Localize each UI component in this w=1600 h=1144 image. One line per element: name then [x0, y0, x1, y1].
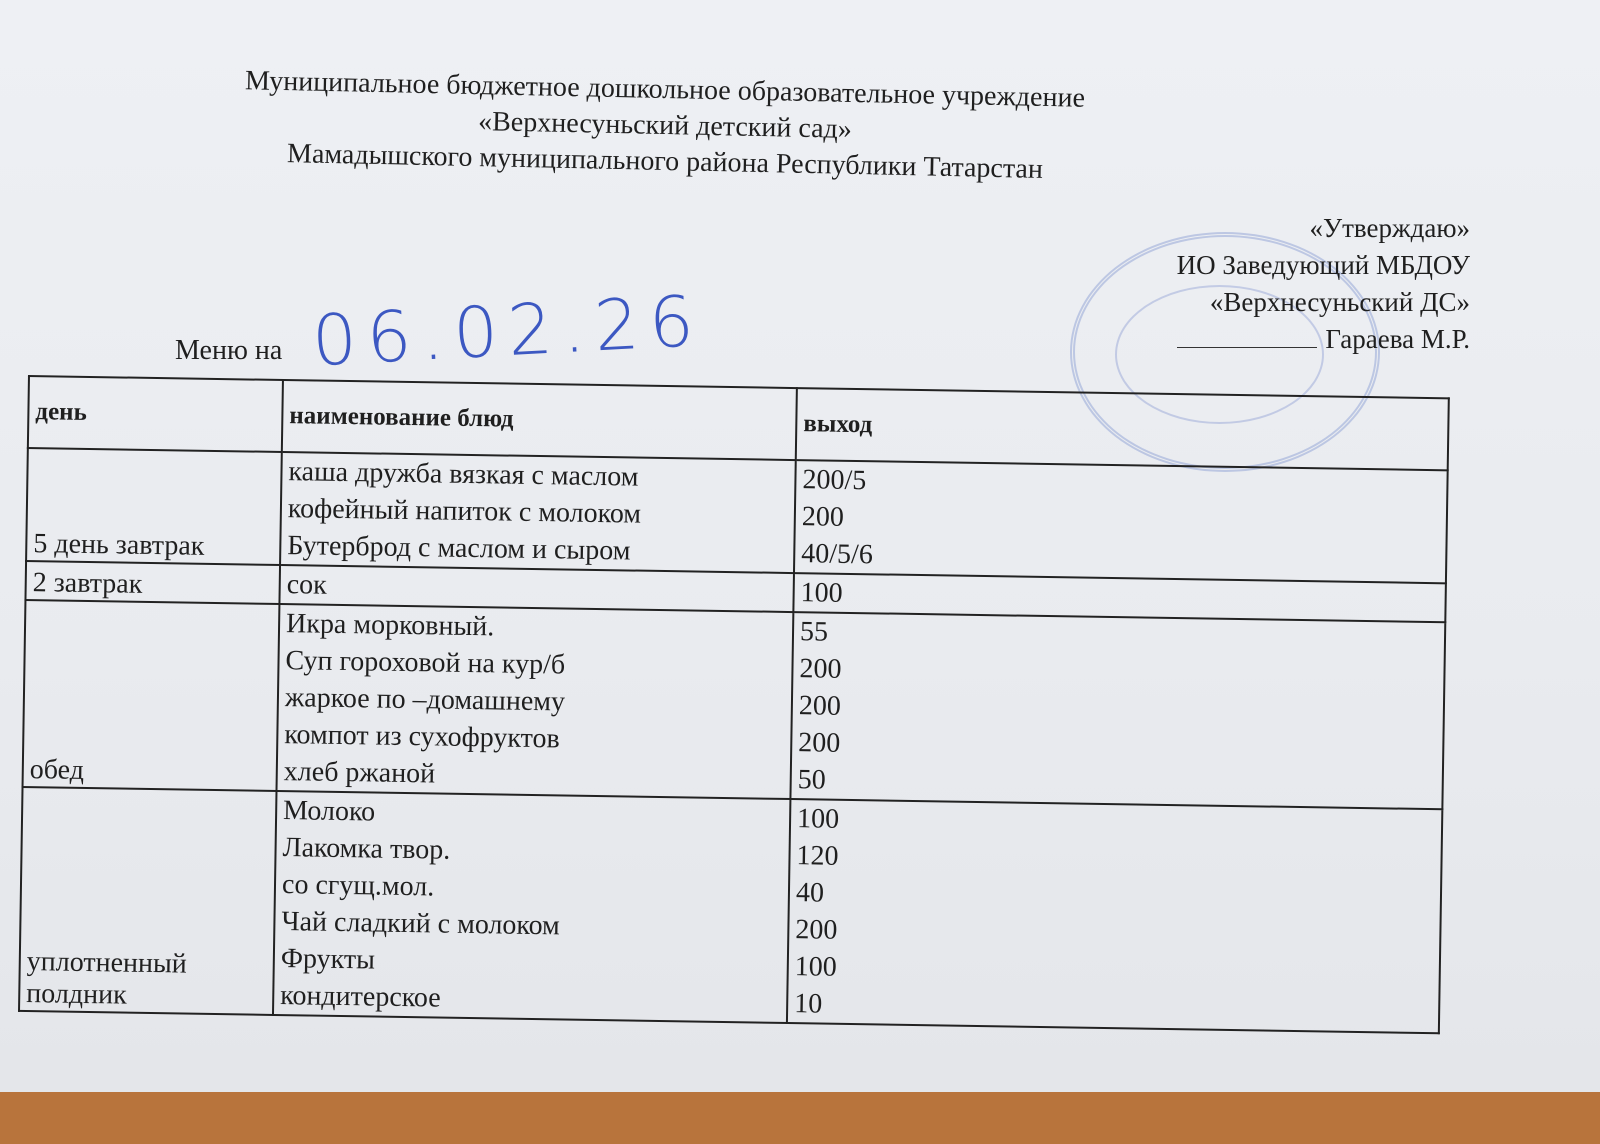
document-header — [0, 65, 1330, 185]
dish-name: Молоко — [282, 795, 376, 828]
header-output: выход — [796, 388, 1449, 470]
dish-output: 55 — [799, 616, 829, 648]
dish-output: 40/5/6 — [801, 538, 874, 571]
dish-name: сок — [286, 569, 328, 601]
output-cell — [794, 460, 1448, 583]
dish-name: жаркое по –домашнему — [284, 682, 566, 718]
dish-name: Чай сладкий с молоком — [281, 906, 561, 942]
menu-label: Меню на — [175, 335, 283, 366]
dish-cell — [273, 791, 790, 1023]
approval-name: Гараева М.Р. — [1325, 324, 1470, 354]
dish-output: 200 — [801, 501, 845, 533]
dish-output: 40 — [795, 877, 825, 909]
meal-day-cell: уплотненный полдник — [19, 787, 276, 1015]
dish-name: Икра морковный. — [285, 608, 495, 643]
signature-line — [1177, 327, 1317, 348]
dish-name: Суп гороховой на кур/б — [285, 645, 566, 681]
output-cell — [787, 799, 1442, 1033]
menu-table-body — [19, 448, 1448, 1033]
dish-output: 200 — [798, 727, 841, 759]
dish-output: 100 — [800, 577, 843, 609]
menu-date-handwritten: 06.02.26 — [310, 279, 706, 383]
dish-name: со сгущ.мол. — [281, 869, 435, 903]
dish-output: 120 — [796, 840, 839, 872]
dish-cell — [280, 452, 796, 573]
header-line-3: Мамадышского муниципального района Республики Татарстан — [286, 138, 1044, 185]
dish-output: 100 — [794, 951, 838, 983]
dish-name: кофейный напиток с молоком — [287, 493, 642, 530]
dish-output: 200 — [798, 690, 842, 722]
meal-day-cell: 2 завтрак — [25, 561, 280, 604]
dish-name: кондитерское — [280, 980, 441, 1014]
dish-name: Фрукты — [280, 943, 376, 976]
dish-name: компот из сухофруктов — [284, 719, 560, 755]
meal-day-cell: обед — [23, 600, 280, 791]
dish-name: каша дружба вязкая с маслом — [288, 456, 639, 493]
approval-org: «Верхнесуньский ДС» — [1209, 287, 1470, 317]
header-line-1: Муниципальное бюджетное дошкольное образовательное учреждение — [244, 65, 1086, 114]
dish-output: 50 — [797, 764, 826, 796]
header-day: день — [28, 376, 283, 452]
dish-output: 200/5 — [802, 464, 867, 497]
menu-table — [18, 375, 1450, 1034]
approval-block — [1090, 210, 1470, 358]
dish-cell — [276, 604, 793, 799]
dish-output: 200 — [799, 653, 842, 685]
dish-name: Лакомка твор. — [282, 832, 451, 866]
output-cell — [790, 612, 1445, 809]
table-row — [23, 600, 1446, 809]
approval-signature-row — [1090, 321, 1470, 358]
table-row — [26, 448, 1448, 583]
dish-output: 200 — [795, 914, 838, 946]
approval-position: ИО Заведующий МБДОУ — [1176, 250, 1470, 280]
approval-title: «Утверждаю» — [1309, 213, 1470, 243]
dish-output: 100 — [796, 803, 840, 835]
meal-day-cell: 5 день завтрак — [26, 448, 282, 565]
table-row — [19, 787, 1442, 1033]
header-dish: наименование блюд — [282, 380, 797, 460]
dish-output: 10 — [793, 988, 823, 1020]
header-line-2: «Верхнесуньский детский сад» — [477, 106, 853, 145]
dish-name: Бутерброд с маслом и сыром — [287, 530, 631, 567]
dish-name: хлеб ржаной — [283, 756, 436, 790]
